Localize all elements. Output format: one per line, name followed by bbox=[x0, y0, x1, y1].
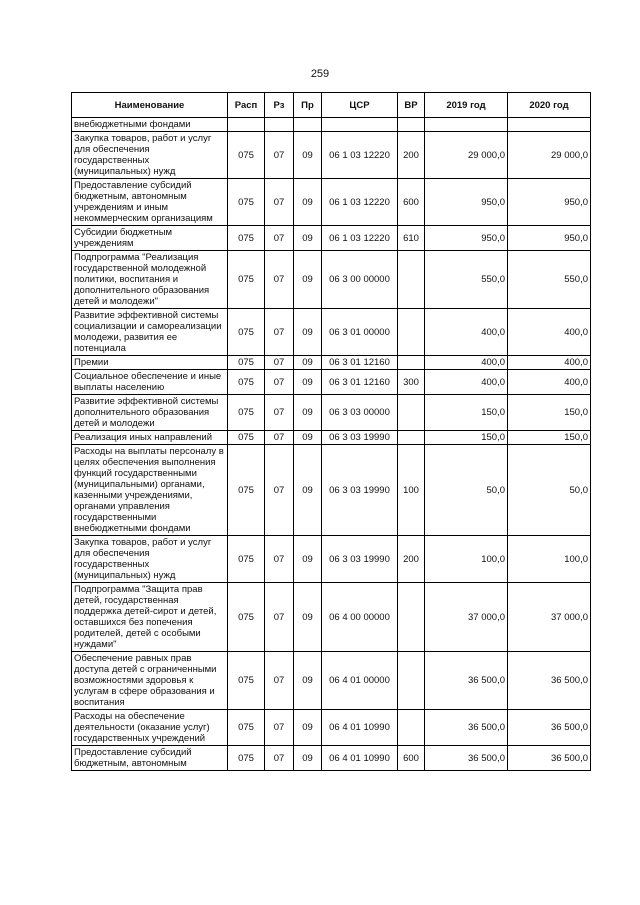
row-rasp-cell bbox=[228, 118, 265, 132]
row-vr-cell: 300 bbox=[398, 370, 425, 395]
row-csr-cell: 06 4 01 10990 bbox=[322, 710, 398, 746]
row-name-cell: Премии bbox=[72, 356, 228, 370]
row-2019-cell: 150,0 bbox=[425, 431, 508, 445]
row-name-cell: Субсидии бюджетным учреждениям bbox=[72, 226, 228, 251]
row-2020-cell: 36 500,0 bbox=[508, 746, 591, 771]
column-header-vr: ВР bbox=[398, 93, 425, 118]
row-pr-cell: 09 bbox=[294, 395, 322, 431]
column-header-rz: Рз bbox=[265, 93, 294, 118]
table-row bbox=[72, 652, 591, 710]
column-header-name: Наименование bbox=[72, 93, 228, 118]
row-vr-cell: 600 bbox=[398, 179, 425, 226]
row-csr-cell: 06 3 01 12160 bbox=[322, 356, 398, 370]
row-pr-cell: 09 bbox=[294, 652, 322, 710]
row-2019-cell: 150,0 bbox=[425, 395, 508, 431]
row-rz-cell: 07 bbox=[265, 431, 294, 445]
row-2019-cell: 100,0 bbox=[425, 536, 508, 583]
row-rz-cell: 07 bbox=[265, 746, 294, 771]
row-rz-cell: 07 bbox=[265, 652, 294, 710]
row-rasp-cell: 075 bbox=[228, 356, 265, 370]
row-2020-cell: 150,0 bbox=[508, 395, 591, 431]
row-rz-cell: 07 bbox=[265, 309, 294, 356]
row-csr-cell: 06 3 01 00000 bbox=[322, 309, 398, 356]
row-2019-cell: 29 000,0 bbox=[425, 132, 508, 179]
table-row bbox=[72, 746, 591, 771]
row-name-cell: Предоставление субсидий бюджетным, автономным bbox=[72, 746, 228, 771]
row-rasp-cell: 075 bbox=[228, 536, 265, 583]
table-header-row bbox=[72, 93, 591, 118]
row-rasp-cell: 075 bbox=[228, 746, 265, 771]
row-vr-cell: 100 bbox=[398, 445, 425, 536]
row-2020-cell: 400,0 bbox=[508, 309, 591, 356]
column-header-2019: 2019 год bbox=[425, 93, 508, 118]
row-2020-cell: 550,0 bbox=[508, 251, 591, 309]
row-2019-cell: 550,0 bbox=[425, 251, 508, 309]
row-2019-cell: 36 500,0 bbox=[425, 710, 508, 746]
row-2020-cell: 37 000,0 bbox=[508, 583, 591, 652]
row-pr-cell: 09 bbox=[294, 226, 322, 251]
table-row bbox=[72, 226, 591, 251]
row-rz-cell: 07 bbox=[265, 583, 294, 652]
row-csr-cell: 06 3 01 12160 bbox=[322, 370, 398, 395]
row-2020-cell: 400,0 bbox=[508, 370, 591, 395]
row-rasp-cell: 075 bbox=[228, 445, 265, 536]
row-rz-cell: 07 bbox=[265, 179, 294, 226]
row-rasp-cell: 075 bbox=[228, 309, 265, 356]
row-name-cell: Закупка товаров, работ и услуг для обеспечения государственных (муниципальных) нужд bbox=[72, 132, 228, 179]
budget-table bbox=[71, 92, 591, 771]
table-row bbox=[72, 583, 591, 652]
row-name-cell: Расходы на обеспечение деятельности (оказание услуг) государственных учреждений bbox=[72, 710, 228, 746]
row-vr-cell: 610 bbox=[398, 226, 425, 251]
row-2020-cell: 100,0 bbox=[508, 536, 591, 583]
row-name-cell: Подпрограмма "Защита прав детей, государственная поддержка детей-сирот и детей, оставшихся без попечения родителей, детей с особыми нуждами" bbox=[72, 583, 228, 652]
row-pr-cell bbox=[294, 118, 322, 132]
row-pr-cell: 09 bbox=[294, 536, 322, 583]
row-2019-cell: 400,0 bbox=[425, 309, 508, 356]
row-name-cell: Подпрограмма "Реализация государственной молодежной политики, воспитания и дополнительного образования детей и молодежи" bbox=[72, 251, 228, 309]
row-rz-cell: 07 bbox=[265, 710, 294, 746]
row-csr-cell: 06 3 03 19990 bbox=[322, 445, 398, 536]
table-row bbox=[72, 132, 591, 179]
row-name-cell: Реализация иных направлений bbox=[72, 431, 228, 445]
table-row bbox=[72, 118, 591, 132]
row-pr-cell: 09 bbox=[294, 356, 322, 370]
row-vr-cell: 600 bbox=[398, 746, 425, 771]
row-vr-cell bbox=[398, 309, 425, 356]
row-csr-cell bbox=[322, 118, 398, 132]
table-row bbox=[72, 356, 591, 370]
table-row bbox=[72, 179, 591, 226]
row-vr-cell bbox=[398, 431, 425, 445]
row-name-cell: Расходы на выплаты персоналу в целях обеспечения выполнения функций государственными (муниципальными) органами, казенными учреждениями, органами управления государственными внебюджетными фондами bbox=[72, 445, 228, 536]
row-pr-cell: 09 bbox=[294, 132, 322, 179]
row-pr-cell: 09 bbox=[294, 309, 322, 356]
row-2020-cell: 950,0 bbox=[508, 179, 591, 226]
row-name-cell: Развитие эффективной системы дополнительного образования детей и молодежи bbox=[72, 395, 228, 431]
row-2019-cell: 950,0 bbox=[425, 226, 508, 251]
row-name-cell: внебюджетными фондами bbox=[72, 118, 228, 132]
row-2019-cell: 36 500,0 bbox=[425, 652, 508, 710]
row-rz-cell: 07 bbox=[265, 132, 294, 179]
row-2020-cell: 50,0 bbox=[508, 445, 591, 536]
row-rz-cell bbox=[265, 118, 294, 132]
row-csr-cell: 06 4 01 00000 bbox=[322, 652, 398, 710]
row-rz-cell: 07 bbox=[265, 251, 294, 309]
row-2020-cell: 36 500,0 bbox=[508, 652, 591, 710]
row-vr-cell bbox=[398, 118, 425, 132]
row-pr-cell: 09 bbox=[294, 179, 322, 226]
table-row bbox=[72, 431, 591, 445]
row-csr-cell: 06 3 00 00000 bbox=[322, 251, 398, 309]
row-2019-cell: 950,0 bbox=[425, 179, 508, 226]
row-csr-cell: 06 3 03 00000 bbox=[322, 395, 398, 431]
row-csr-cell: 06 1 03 12220 bbox=[322, 179, 398, 226]
row-2020-cell: 150,0 bbox=[508, 431, 591, 445]
row-rasp-cell: 075 bbox=[228, 652, 265, 710]
row-pr-cell: 09 bbox=[294, 251, 322, 309]
row-2020-cell: 29 000,0 bbox=[508, 132, 591, 179]
row-2019-cell: 50,0 bbox=[425, 445, 508, 536]
table-row bbox=[72, 395, 591, 431]
row-vr-cell bbox=[398, 583, 425, 652]
table-row bbox=[72, 710, 591, 746]
row-2019-cell: 400,0 bbox=[425, 356, 508, 370]
table-row bbox=[72, 309, 591, 356]
row-rz-cell: 07 bbox=[265, 370, 294, 395]
row-name-cell: Закупка товаров, работ и услуг для обеспечения государственных (муниципальных) нужд bbox=[72, 536, 228, 583]
row-rz-cell: 07 bbox=[265, 356, 294, 370]
row-2020-cell: 400,0 bbox=[508, 356, 591, 370]
row-csr-cell: 06 4 01 10990 bbox=[322, 746, 398, 771]
row-pr-cell: 09 bbox=[294, 370, 322, 395]
row-csr-cell: 06 3 03 19990 bbox=[322, 536, 398, 583]
row-rz-cell: 07 bbox=[265, 445, 294, 536]
column-header-csr: ЦСР bbox=[322, 93, 398, 118]
row-2019-cell: 36 500,0 bbox=[425, 746, 508, 771]
table-row bbox=[72, 445, 591, 536]
column-header-2020: 2020 год bbox=[508, 93, 591, 118]
row-rasp-cell: 075 bbox=[228, 251, 265, 309]
row-vr-cell bbox=[398, 652, 425, 710]
row-rasp-cell: 075 bbox=[228, 132, 265, 179]
row-2020-cell: 36 500,0 bbox=[508, 710, 591, 746]
row-pr-cell: 09 bbox=[294, 445, 322, 536]
table-row bbox=[72, 251, 591, 309]
row-2019-cell: 37 000,0 bbox=[425, 583, 508, 652]
row-2019-cell: 400,0 bbox=[425, 370, 508, 395]
row-vr-cell bbox=[398, 356, 425, 370]
row-rz-cell: 07 bbox=[265, 395, 294, 431]
column-header-pr: Пр bbox=[294, 93, 322, 118]
row-rz-cell: 07 bbox=[265, 536, 294, 583]
row-pr-cell: 09 bbox=[294, 746, 322, 771]
row-vr-cell: 200 bbox=[398, 132, 425, 179]
row-csr-cell: 06 3 03 19990 bbox=[322, 431, 398, 445]
row-csr-cell: 06 1 03 12220 bbox=[322, 132, 398, 179]
row-2019-cell bbox=[425, 118, 508, 132]
table-body bbox=[72, 118, 591, 771]
row-csr-cell: 06 4 00 00000 bbox=[322, 583, 398, 652]
row-rasp-cell: 075 bbox=[228, 583, 265, 652]
row-name-cell: Обеспечение равных прав доступа детей с ограниченными возможностями здоровья к услугам в сфере образования и воспитания bbox=[72, 652, 228, 710]
column-header-rasp: Расп bbox=[228, 93, 265, 118]
row-rasp-cell: 075 bbox=[228, 710, 265, 746]
row-name-cell: Предоставление субсидий бюджетным, автономным учреждениям и иным некоммерческим организациям bbox=[72, 179, 228, 226]
row-vr-cell bbox=[398, 710, 425, 746]
row-name-cell: Развитие эффективной системы социализации и самореализации молодежи, развития ее потенциала bbox=[72, 309, 228, 356]
page-number: 259 bbox=[310, 68, 330, 80]
row-rasp-cell: 075 bbox=[228, 395, 265, 431]
row-2020-cell bbox=[508, 118, 591, 132]
row-rasp-cell: 075 bbox=[228, 179, 265, 226]
row-csr-cell: 06 1 03 12220 bbox=[322, 226, 398, 251]
row-pr-cell: 09 bbox=[294, 431, 322, 445]
row-vr-cell bbox=[398, 395, 425, 431]
row-name-cell: Социальное обеспечение и иные выплаты населению bbox=[72, 370, 228, 395]
row-rz-cell: 07 bbox=[265, 226, 294, 251]
table-row bbox=[72, 370, 591, 395]
table-row bbox=[72, 536, 591, 583]
row-rasp-cell: 075 bbox=[228, 370, 265, 395]
row-vr-cell: 200 bbox=[398, 536, 425, 583]
row-pr-cell: 09 bbox=[294, 710, 322, 746]
row-pr-cell: 09 bbox=[294, 583, 322, 652]
row-vr-cell bbox=[398, 251, 425, 309]
row-2020-cell: 950,0 bbox=[508, 226, 591, 251]
row-rasp-cell: 075 bbox=[228, 431, 265, 445]
row-rasp-cell: 075 bbox=[228, 226, 265, 251]
